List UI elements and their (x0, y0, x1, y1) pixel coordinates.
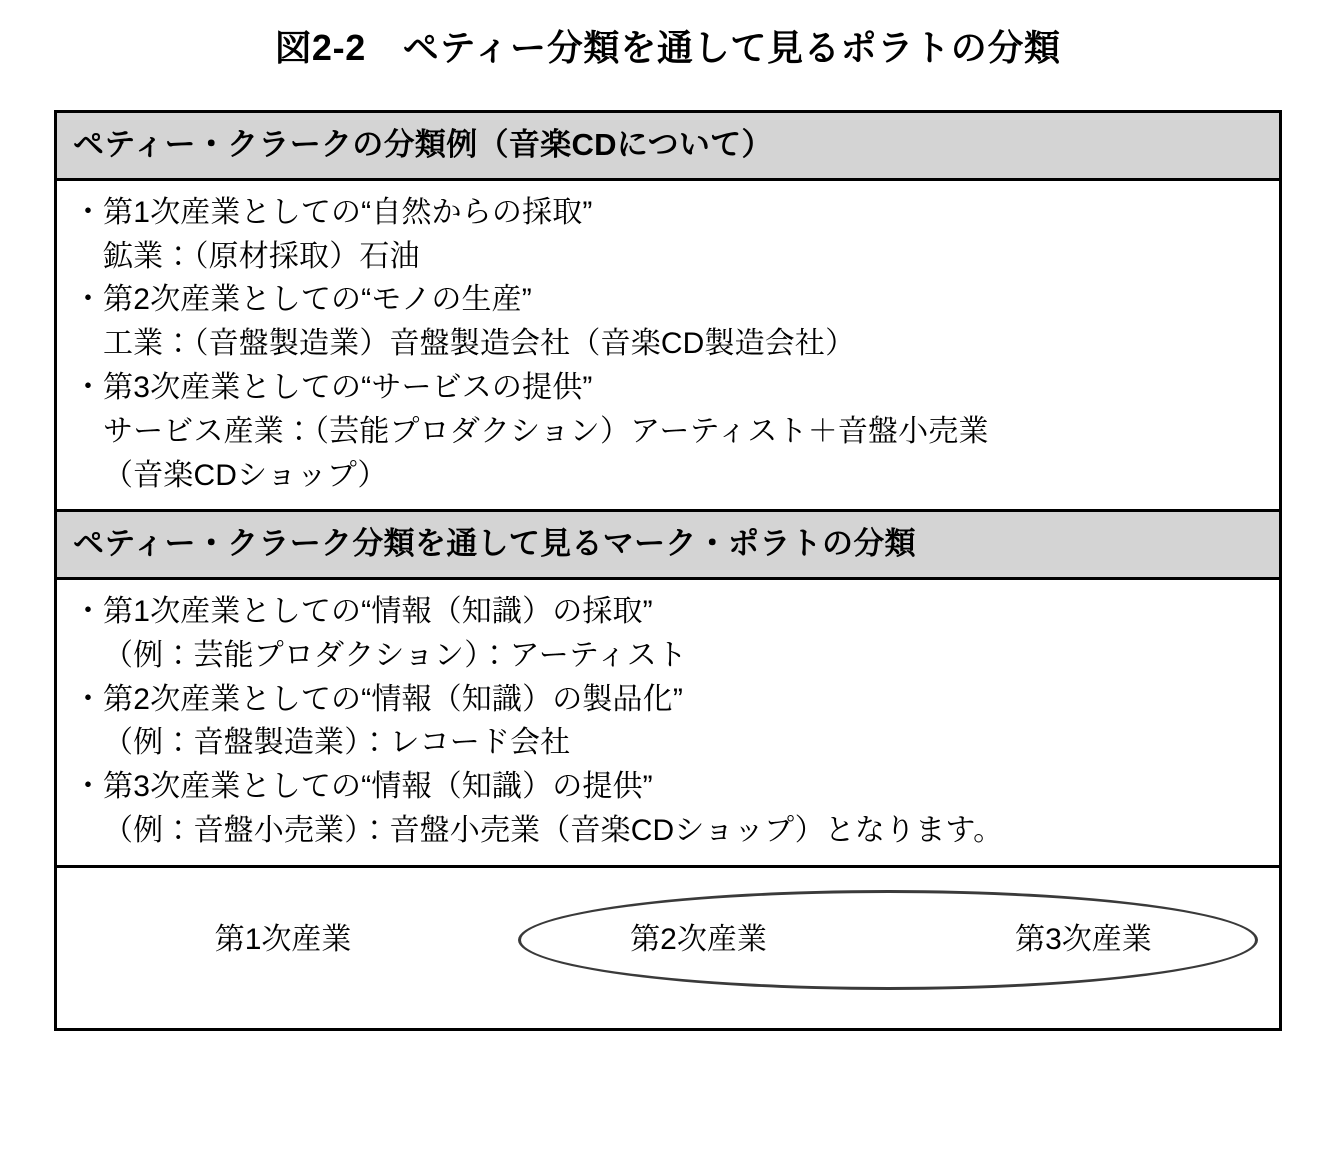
list-item: ・第3次産業としての“情報（知識）の提供” (73, 770, 653, 804)
section-body-petty-clark (57, 181, 1279, 510)
section-heading-petty-clark: ペティー・クラークの分類例（音楽CDについて） (57, 113, 1279, 181)
list-item: ・第2次産業としての“モノの生産” (73, 283, 532, 317)
list-item-sub: （例：音盤小売業）：音盤小売業（音楽CDショップ）となります。 (103, 814, 1004, 848)
list-item: ・第1次産業としての“自然からの採取” (73, 195, 593, 229)
list-item: ・第2次産業としての“情報（知識）の製品化” (73, 682, 683, 716)
list-item-sub: （例：芸能プロダクション）：アーティスト (103, 638, 688, 672)
list-item-sub: 工業：（音盤製造業）音盤製造会社（音楽CD製造会社） (103, 327, 856, 361)
list-item-sub: 鉱業：（原材採取）石油 (103, 239, 420, 273)
industry-sector-summary (57, 865, 1279, 1028)
sector-label-tertiary: 第3次産業 (1015, 922, 1152, 956)
list-item: ・第3次産業としての“サービスの提供” (73, 370, 593, 404)
list-item-sub: サービス産業：（芸能プロダクション）アーティスト＋音盤小売業 (103, 414, 989, 448)
section-body-marc-porat (57, 580, 1279, 865)
list-item-sub-continued: （音楽CDショップ） (103, 458, 388, 492)
page-title: 図2-2 ペティー分類を通して見るポラトの分類 (275, 27, 1061, 68)
sector-label-primary: 第1次産業 (214, 922, 352, 956)
section-heading-marc-porat: ペティー・クラーク分類を通して見るマーク・ポラトの分類 (57, 509, 1279, 580)
industry-sector-labels (57, 914, 1279, 958)
list-item-sub: （例：音盤製造業）：レコード会社 (103, 726, 571, 760)
list-item: ・第1次産業としての“情報（知識）の採取” (73, 595, 653, 629)
classification-table (54, 110, 1282, 1031)
sector-label-secondary: 第2次産業 (630, 922, 767, 956)
